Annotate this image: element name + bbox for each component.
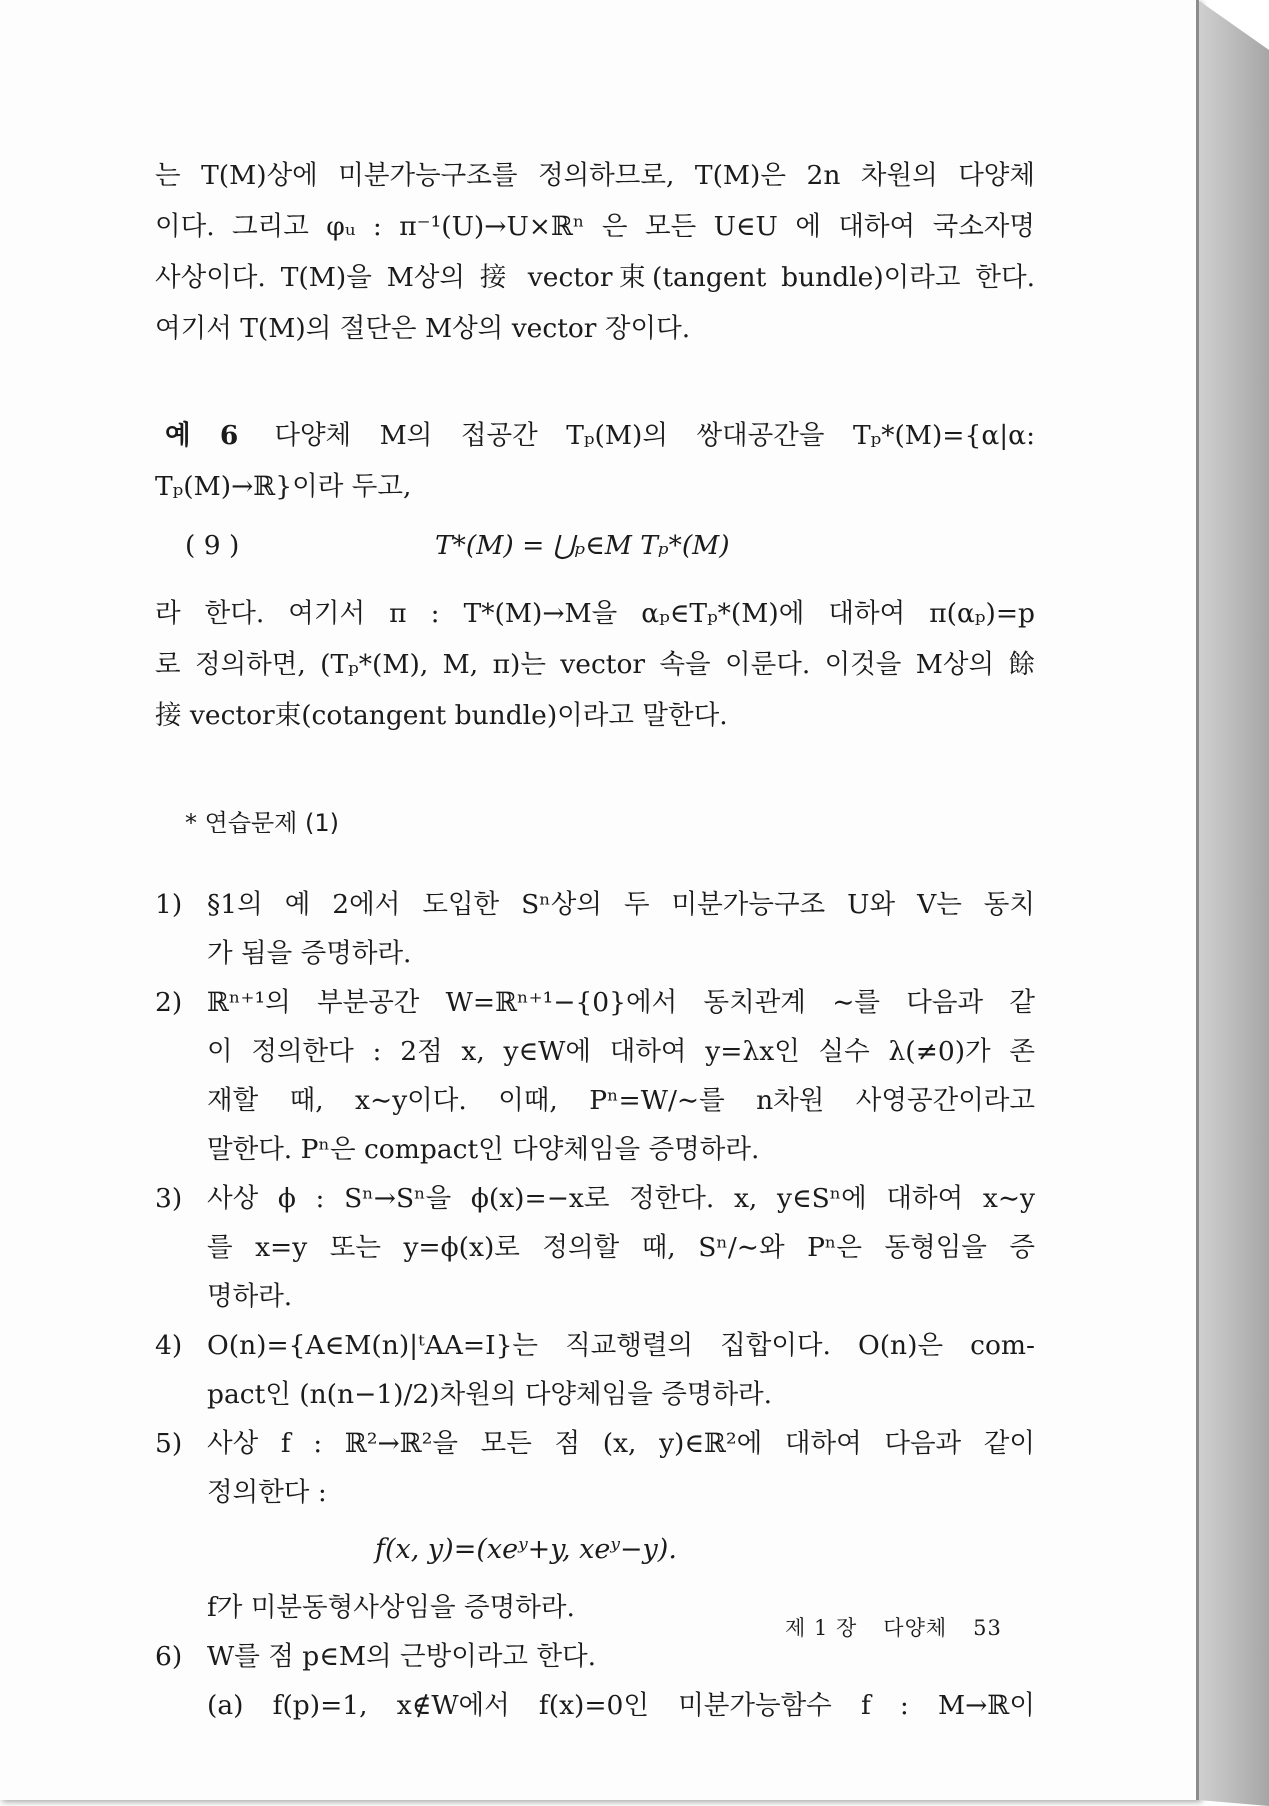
text-line: 말한다. Pⁿ은 compact인 다양체임을 증명하라. [207,1134,760,1165]
exercise-item [155,1174,1035,1321]
text-line: 이 정의한다 : 2점 x, y∈W에 대하여 y=λx인 실수 λ(≠0)가 존 [207,1036,1035,1067]
book-spine [1198,0,1269,1806]
text-line: §1의 예 2에서 도입한 Sⁿ상의 두 미분가능구조 U와 V는 동치 [207,889,1035,920]
exercise-number: 3) [155,1183,183,1214]
text-line: 가 됨을 증명하라. [207,938,412,969]
text-line: 사상 ϕ : Sⁿ→Sⁿ을 ϕ(x)=−x로 정한다. x, y∈Sⁿ에 대하여 x∼y [207,1183,1035,1214]
text-line: O(n)={A∈M(n)|ᵗAA=I}는 직교행렬의 집합이다. O(n)은 com- [207,1330,1035,1361]
footer-chapter: 제 1 장 [785,1616,858,1640]
exercise-item [155,978,1035,1174]
exercise-body [207,1174,1035,1321]
text-line: 라 한다. 여기서 π : T*(M)→M을 αₚ∈Tₚ*(M)에 대하여 π(αₚ)=p [155,598,1035,629]
paragraph-cotangent-bundle [155,588,1035,741]
equation-number: ( 9 ) [185,529,240,561]
text-line: 를 x=y 또는 y=ϕ(x)로 정의할 때, Sⁿ/∼와 Pⁿ은 동형임을 증 [207,1232,1035,1263]
text-line: W를 점 p∈M의 근방이라고 한다. [207,1641,597,1672]
exercise-body [207,978,1035,1174]
text-line: f가 미분동형사상임을 증명하라. [207,1592,575,1623]
page-number: 53 [973,1616,1002,1640]
text-line: ℝⁿ⁺¹의 부분공간 W=ℝⁿ⁺¹−{0}에서 동치관계 ∼를 다음과 같 [207,987,1035,1018]
exercise-body [207,1419,1035,1632]
exercise-number: 4) [155,1330,183,1361]
book-spine-edge [1196,0,1199,1800]
footer-title: 다양체 [883,1616,948,1640]
text-line: 사상 f : ℝ²→ℝ²을 모든 점 (x, y)∈ℝ²에 대하여 다음과 같이 [207,1428,1035,1459]
text-line: 이다. 그리고 φᵤ : π⁻¹(U)→U×ℝⁿ 은 모든 U∈U 에 대하여 국소자명 [155,211,1035,242]
text-line: pact인 (n(n−1)/2)차원의 다양체임을 증명하라. [207,1379,773,1410]
text-line: Tₚ(M)→ℝ}이라 두고, [155,471,412,502]
equation-body: T*(M) = ⋃ₚ∈M Tₚ*(M) [435,529,730,561]
exercise-list [155,880,1035,1730]
example-text: 다양체 M의 접공간 Tₚ(M)의 쌍대공간을 Tₚ*(M)={α|α: [274,420,1035,451]
exercise-body [207,1321,1035,1419]
exercise-body [207,880,1035,978]
exercise-item [155,1419,1035,1632]
paragraph-tangent-bundle [155,150,1035,354]
exercise-item [155,1321,1035,1419]
exercise-number: 5) [155,1428,183,1459]
text-line: 接 vector束(cotangent bundle)이라고 말한다. [155,700,728,731]
text-line: 는 T(M)상에 미분가능구조를 정의하므로, T(M)은 2n 차원의 다양체 [155,160,1035,191]
exercise-number: 2) [155,987,183,1018]
text-line [155,410,1035,461]
example-label: 예 6 [165,420,239,451]
page-text-block [155,150,1035,1730]
text-line: (a) f(p)=1, x∉W에서 f(x)=0인 미분가능함수 f : M→ℝ이 [207,1690,1035,1721]
text-line: 재할 때, x∼y이다. 이때, Pⁿ=W/∼를 n차원 사영공간이라고 [207,1085,1035,1116]
page-footer [785,1612,1002,1642]
text-line: 정의한다 : [207,1477,327,1508]
exercise-heading: * 연습문제 (1) [185,809,339,837]
equation-9 [155,512,1035,578]
exercise-formula: f(x, y)=(xeʸ+y, xeʸ−y). [375,1534,677,1565]
text-line: 여기서 T(M)의 절단은 M상의 vector 장이다. [155,313,691,344]
exercise-number: 6) [155,1641,183,1672]
text-line: 명하라. [207,1281,293,1312]
text-line: 사상이다. T(M)을 M상의 接 vector束(tangent bundle)이라고 한다. [155,262,1035,293]
exercise-item [155,1632,1035,1730]
exercise-number: 1) [155,889,183,920]
exercise-body [207,1632,1035,1730]
exercise-item [155,880,1035,978]
example-6 [155,410,1035,512]
text-line: 로 정의하면, (Tₚ*(M), M, π)는 vector 속을 이룬다. 이것을 M상의 餘 [155,649,1035,680]
